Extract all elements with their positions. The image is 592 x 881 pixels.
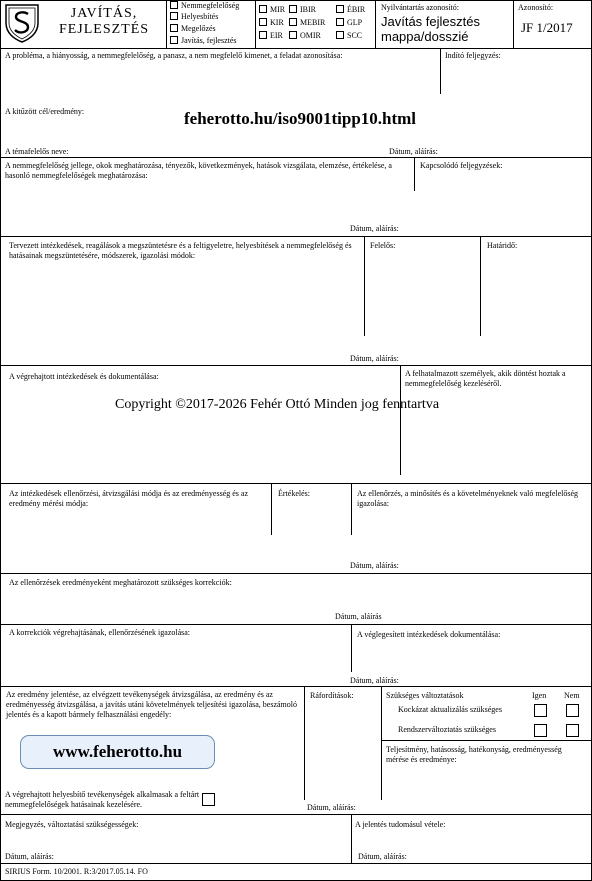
checkbox[interactable] xyxy=(289,31,297,39)
analysis-label: A nemmegfelelőség jellege, okok meghatározása, tényezők, következmények, hatások vizsgálata, elemzése, értékelése, a hasonló nemmegfelelőségek meghatározása: xyxy=(5,161,392,180)
std-ibir[interactable] xyxy=(289,5,316,15)
std-glp[interactable] xyxy=(336,18,362,28)
category-label: Helyesbítés xyxy=(181,12,219,21)
shield-logo-icon xyxy=(4,3,40,43)
std-label: KIR xyxy=(270,18,284,27)
category-label: Nemmegfelelőség xyxy=(181,1,240,10)
applied-checkbox[interactable] xyxy=(202,793,215,806)
date-sign-right: Dátum, aláírás: xyxy=(358,852,407,861)
std-omir[interactable] xyxy=(289,31,321,41)
id-label: Azonosító: xyxy=(518,3,554,12)
date-sign-left: Dátum, aláírás: xyxy=(5,852,54,861)
deadline-label: Határidő: xyxy=(487,241,518,250)
checkbox[interactable] xyxy=(259,31,267,39)
owner-label: A témafelelős neve: xyxy=(5,147,69,156)
checkbox[interactable] xyxy=(336,18,344,26)
related-label: Kapcsolódó feljegyzések: xyxy=(420,161,503,170)
risk-no-checkbox[interactable] xyxy=(566,704,579,717)
std-label: ÉBIR xyxy=(347,5,366,14)
system-no-checkbox[interactable] xyxy=(566,724,579,737)
changes-label: Szükséges változtatások xyxy=(386,691,464,700)
category-nonconformity[interactable] xyxy=(170,1,239,11)
goal-label: A kitűzött cél/eredmény: xyxy=(5,107,85,116)
category-label: Javítás, fejlesztés xyxy=(181,36,237,45)
std-mir[interactable] xyxy=(259,5,285,15)
std-label: MIR xyxy=(270,5,286,14)
system-yes-checkbox[interactable] xyxy=(534,724,547,737)
std-label: SCC xyxy=(347,31,363,40)
checkbox[interactable] xyxy=(289,18,297,26)
category-prevention[interactable] xyxy=(170,24,216,34)
date-sign: Dátum, aláírás: xyxy=(350,354,399,363)
std-label: EIR xyxy=(270,31,283,40)
website-button[interactable]: www.feherotto.hu xyxy=(20,735,215,769)
form-title xyxy=(44,6,164,38)
risk-label: Kockázat aktualizálás szükséges xyxy=(398,705,502,714)
checkbox[interactable] xyxy=(170,24,178,32)
std-kir[interactable] xyxy=(259,18,284,28)
std-ebir[interactable] xyxy=(336,5,365,15)
form-code: SIRIUS Form. 10/2001. R:3/2017.05.14. FO xyxy=(5,867,148,876)
final-doc-label: A véglegesített intézkedések dokumentálása: xyxy=(357,630,501,639)
std-label: IBIR xyxy=(300,5,316,14)
ack-label: A jelentés tudomásul vétele: xyxy=(355,820,446,829)
checkbox[interactable] xyxy=(259,5,267,13)
date-sign: Dátum, aláírás: xyxy=(307,803,356,812)
category-label: Megelőzés xyxy=(181,24,216,33)
applied-label: A végrehajtott helyesbítő tevékenységek alkalmasak a feltárt nemmegfelelőségek hatásainak kezelésére. xyxy=(5,790,200,809)
date-sign: Dátum, aláírás: xyxy=(350,561,399,570)
category-correction[interactable] xyxy=(170,12,218,22)
yes-label: Igen xyxy=(532,691,547,700)
responsible-label: Felelős: xyxy=(370,241,396,250)
id-value[interactable]: JF 1/2017 xyxy=(521,20,573,35)
checkbox[interactable] xyxy=(259,18,267,26)
date-sign: Dátum, aláírás: xyxy=(350,224,399,233)
checkbox[interactable] xyxy=(170,36,178,44)
exec-check-label: A korrekciók végrehajtásának, ellenőrzésének igazolása: xyxy=(9,628,191,637)
executed-label: A végrehajtott intézkedések és dokumentálása: xyxy=(9,372,159,381)
planned-label: Tervezett intézkedések, reagálások a megszüntetésre és a feltigyeletre, helyesbítések a nemmegfelelőség és hatásainak megszüntetésére, módszerek, igazolási módok: xyxy=(9,241,352,260)
resources-label: Ráfordítások: xyxy=(310,691,354,700)
date-sign: Dátum, aláírás xyxy=(335,612,382,621)
std-label: GLP xyxy=(347,18,363,27)
std-eir[interactable] xyxy=(259,31,283,41)
risk-yes-checkbox[interactable] xyxy=(534,704,547,717)
evaluation-label: Értékelés: xyxy=(278,489,310,498)
category-improvement[interactable] xyxy=(170,36,237,46)
title-line-1: JAVÍTÁS, xyxy=(70,6,138,21)
std-mebir[interactable] xyxy=(289,18,325,28)
qualification-label: Az ellenőrzés, a minősítés és a követelményeknek való megfelelőség igazolása: xyxy=(357,489,579,508)
no-label: Nem xyxy=(564,691,580,700)
title-line-2: FEJLESZTÉS xyxy=(58,22,150,37)
date-sign: Dátum, aláírás: xyxy=(350,676,399,685)
std-label: MEBIR xyxy=(300,18,326,27)
url-overlay[interactable]: feherotto.hu/iso9001tipp10.html xyxy=(184,109,417,128)
checkbox[interactable] xyxy=(289,5,297,13)
problem-label: A probléma, a hiányosság, a nemmegfelelőség, a panasz, a nem megfelelő kimenet, a feladat azonosítása: xyxy=(5,51,343,60)
register-label: Nyilvántartás azonosító: xyxy=(381,3,459,12)
report-label: Az eredmény jelentése, az elvégzett tevékenységek átvizsgálása, az eredmény és az eredményesség átvizsgálása, a javítás utáni követelmények teljesítési igazolása, beszámoló jelentés és a kapott bármely felhasználási engedély: xyxy=(6,690,298,719)
checkbox[interactable] xyxy=(170,1,178,9)
std-scc[interactable] xyxy=(336,31,362,41)
checkbox[interactable] xyxy=(170,12,178,20)
copyright-text: Copyright ©2017-2026 Fehér Ottó Minden jog fenntartva xyxy=(115,397,440,412)
initiator-label: Indító feljegyzés: xyxy=(445,51,501,60)
notes-label: Megjegyzés, változtatási szükségességek: xyxy=(5,820,139,829)
system-label: Rendszerváltoztatás szükséges xyxy=(398,725,496,734)
register-value[interactable]: Javítás fejlesztés mappa/dosszié xyxy=(381,14,480,44)
std-label: OMIR xyxy=(300,31,321,40)
performance-label: Teljesítmény, hatásosság, hatékonyság, eredményesség mérése és eredménye: xyxy=(386,745,562,764)
checkbox[interactable] xyxy=(336,5,344,13)
authorized-label: A felhatalmazott személyek, akik döntést hoztak a nemmegfelelőség kezeléséről. xyxy=(405,369,566,388)
date-sign: Dátum, aláírás: xyxy=(389,147,438,156)
corrections-label: Az ellenőrzések eredményeként meghatározott szükséges korrekciók: xyxy=(9,578,232,587)
check-method-label: Az intézkedések ellenőrzési, átvizsgálási módja és az eredményesség és az eredmény mérési módja: xyxy=(9,489,249,508)
checkbox[interactable] xyxy=(336,31,344,39)
